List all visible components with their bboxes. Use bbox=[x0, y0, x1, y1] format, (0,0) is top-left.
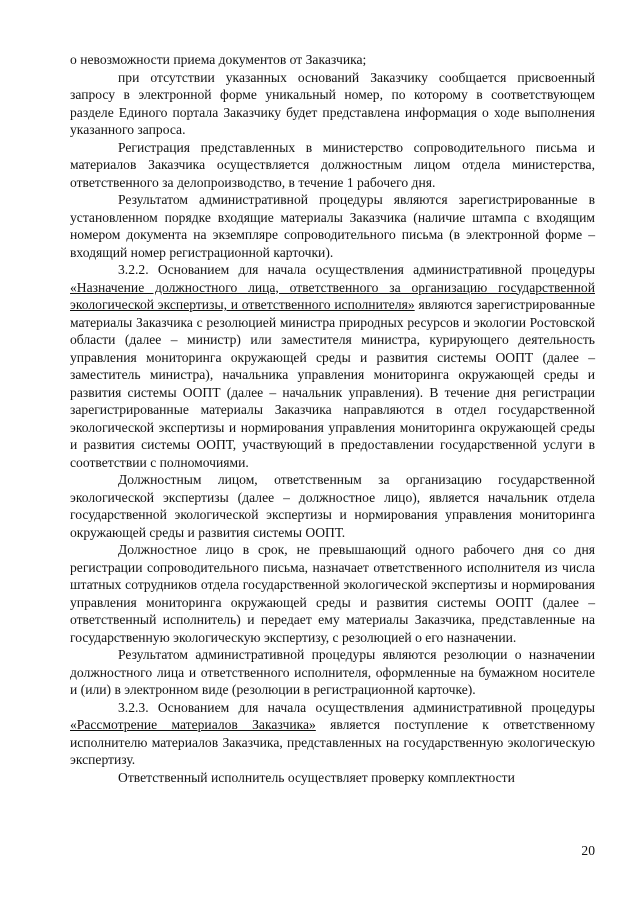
text-run: является поступление к ответственному исполнителю материалов Заказчика, представленных на государственную экологическую экспертизу. bbox=[70, 717, 595, 767]
document-body bbox=[70, 51, 595, 786]
text-run: являются зарегистрированные материалы Заказчика с резолюцией министра природных ресурсов и экологии Ростовской области (далее – министр) или заместителя министра, курирующего деятельность управления мониторинга окружающей среды и развития системы ООПТ (далее – заместитель министра), начальника управления мониторинга окружающей среды и развития системы ООПТ (далее – начальник управления). В течение дня регистрации зарегистрированные материалы Заказчика направляются в отдел государственной экологической экспертизы и нормирования управления мониторинга окружающей среды и развития системы ООПТ, участвующий в предоставлении государственной услуги в соответствии с полномочиями. bbox=[70, 297, 595, 470]
text-run: о невозможности приема документов от Заказчика; bbox=[70, 52, 367, 67]
paragraph bbox=[70, 69, 595, 139]
underlined-procedure-title: «Рассмотрение материалов Заказчика» bbox=[70, 717, 316, 732]
paragraph bbox=[70, 699, 595, 769]
text-run: 3.2.2. Основанием для начала осуществления административной процедуры bbox=[118, 262, 595, 277]
text-run: Регистрация представленных в министерство сопроводительного письма и материалов Заказчика осуществляется должностным лицом отдела министерства, ответственного за делопроизводство, в течение 1 рабочего дня. bbox=[70, 139, 595, 190]
text-run: Результатом административной процедуры являются зарегистрированные в установленном порядке входящие материалы Заказчика (наличие штампа с входящим номером документа на экземпляре сопроводительного письма (в электронной форме – входящий номер регистрационной карточки). bbox=[70, 192, 595, 260]
paragraph bbox=[70, 191, 595, 261]
paragraph bbox=[70, 769, 595, 787]
paragraph bbox=[70, 541, 595, 646]
text-run: Должностным лицом, ответственным за организацию государственной экологической экспертизы (далее – должностное лицо), является начальник отдела государственной экологической экспертизы и нормирования управления мониторинга окружающей среды и развития системы ООПТ. bbox=[70, 472, 595, 540]
paragraph bbox=[70, 646, 595, 699]
paragraph bbox=[70, 51, 595, 69]
text-run: при отсутствии указанных оснований Заказчику сообщается присвоенный запросу в электронной форме уникальный номер, по которому в соответствующем разделе Единого портала Заказчику будет представлена информация о ходе выполнения указанного запроса. bbox=[70, 69, 595, 137]
paragraph bbox=[70, 471, 595, 541]
paragraph bbox=[70, 261, 595, 471]
underlined-procedure-title: «Назначение должностного лица, ответственного за организацию государственной экологической экспертизы, и ответственного исполнителя» bbox=[70, 279, 595, 312]
text-run: 3.2.3. Основанием для начала осуществления административной процедуры bbox=[118, 699, 595, 715]
text-run: Должностное лицо в срок, не превышающий одного рабочего дня со дня регистрации сопроводительного письма, назначает ответственного исполнителя из числа штатных сотрудников отдела государственной экологической экспертизы и нормирования управления мониторинга окружающей среды и развития системы ООПТ (далее – ответственный исполнитель) и передает ему материалы Заказчика, представленные на государственную экологическую экспертизу, с резолюцией о его назначении. bbox=[70, 542, 595, 645]
paragraph bbox=[70, 139, 595, 192]
page-number: 20 bbox=[581, 843, 595, 858]
text-run: Ответственный исполнитель осуществляет проверку комплектности bbox=[118, 769, 515, 785]
text-run: Результатом административной процедуры являются резолюции о назначении должностного лица и ответственного исполнителя, оформленные на бумажном носителе и (или) в электронном виде (резолюции в регистрационной карточке). bbox=[70, 647, 595, 697]
